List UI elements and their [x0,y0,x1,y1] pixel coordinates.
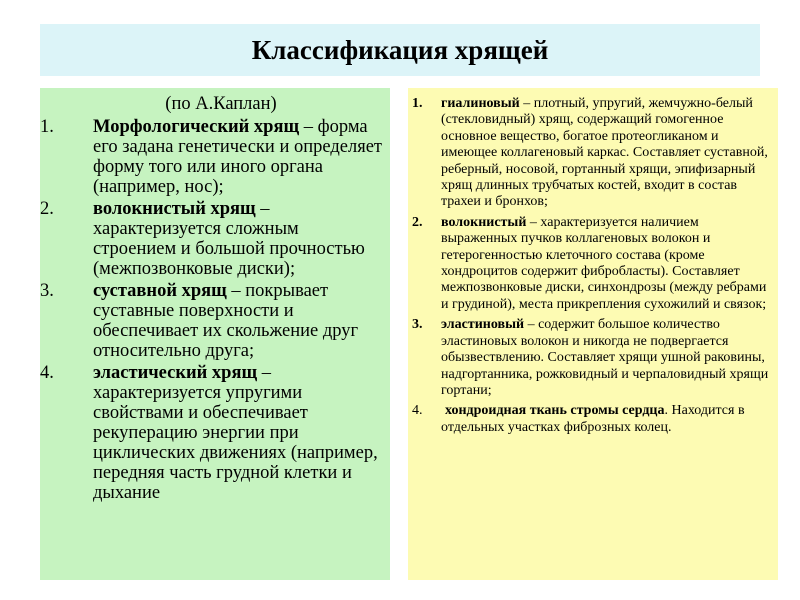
left-subtitle: (по А.Каплан) [165,94,277,114]
item-text [93,363,382,503]
list-item [408,403,770,436]
item-term: волокнистый хрящ [93,199,256,219]
left-panel [40,88,390,580]
item-number: 2. [412,214,423,230]
item-description: – характеризуется сложным строением и большой прочностью (межпозвонковые диски); [93,199,365,279]
item-text [441,96,770,211]
item-term: эластический хрящ [93,363,258,383]
item-text [441,317,770,399]
list-item [40,363,382,503]
item-description: – покрывает суставные поверхности и обеспечивает их скольжение друг относительно друга; [93,281,359,361]
item-number: 3. [40,281,54,301]
item-term: гиалиновый [441,96,520,111]
item-number: 2. [40,199,54,219]
item-term: хондроидная ткань стромы сердца [445,403,665,419]
item-number: 1. [412,96,423,111]
list-item [40,199,382,279]
list-item [408,215,770,313]
item-description: – характеризуется упругими свойствами и обеспечивает рекуперацию энергии при циклических движениях (например, передняя часть грудной клетки и дыхание [93,363,378,503]
slide-title-box [40,24,760,76]
item-term: Морфологический хрящ [93,117,300,137]
item-number: 1. [40,117,54,137]
item-term: суставной хрящ [93,281,227,301]
left-list [40,117,382,503]
item-text [93,281,382,361]
list-item [40,281,382,361]
item-description: – содержит большое количество эластиновых волокон и никогда не подвергается обызвествлению. Составляет хрящи ушной раковины, надгортанника, рожковидный и черпаловидный хрящи гортани; [441,317,769,398]
list-item [408,96,770,211]
item-text [441,215,770,313]
item-description: – характеризуется наличием выраженных пучков коллагеновых волокон и гетерогенностью клеточного состава (кроме хондроцитов содержит фибробласты). Составляет межпозвонковые диски, синхондрозы (между ребрами и грудиной), места прикрепления сухожилий и связок; [441,214,767,312]
item-term: эластиновый [441,317,525,333]
right-panel [408,88,778,580]
list-item [40,117,382,197]
item-number: 4. [40,363,54,383]
item-text [93,199,382,279]
right-list [408,96,770,436]
item-text [93,117,382,197]
item-term: волокнистый [441,214,527,230]
item-number: 3. [412,317,423,333]
item-description: – форма его задана генетически и определяет форму того или иного органа (например, нос); [93,117,382,197]
item-description: . Находится в отдельных участках фиброзных колец. [441,403,745,435]
list-item [408,317,770,399]
item-number: 4. [412,403,423,419]
item-text [441,403,770,436]
slide-title: Классификация хрящей [251,34,549,65]
item-description: – плотный, упругий, жемчужно-белый (стекловидный) хрящ, содержащий гомогенное основное вещество, богатое протеогликаном и имеющее коллагеновый каркас. Составляет суставной, реберный, носовой, гортанный хрящи, эпифизарный хрящ длинных трубчатых костей, входит в состав трахеи и бронхов; [441,96,768,210]
